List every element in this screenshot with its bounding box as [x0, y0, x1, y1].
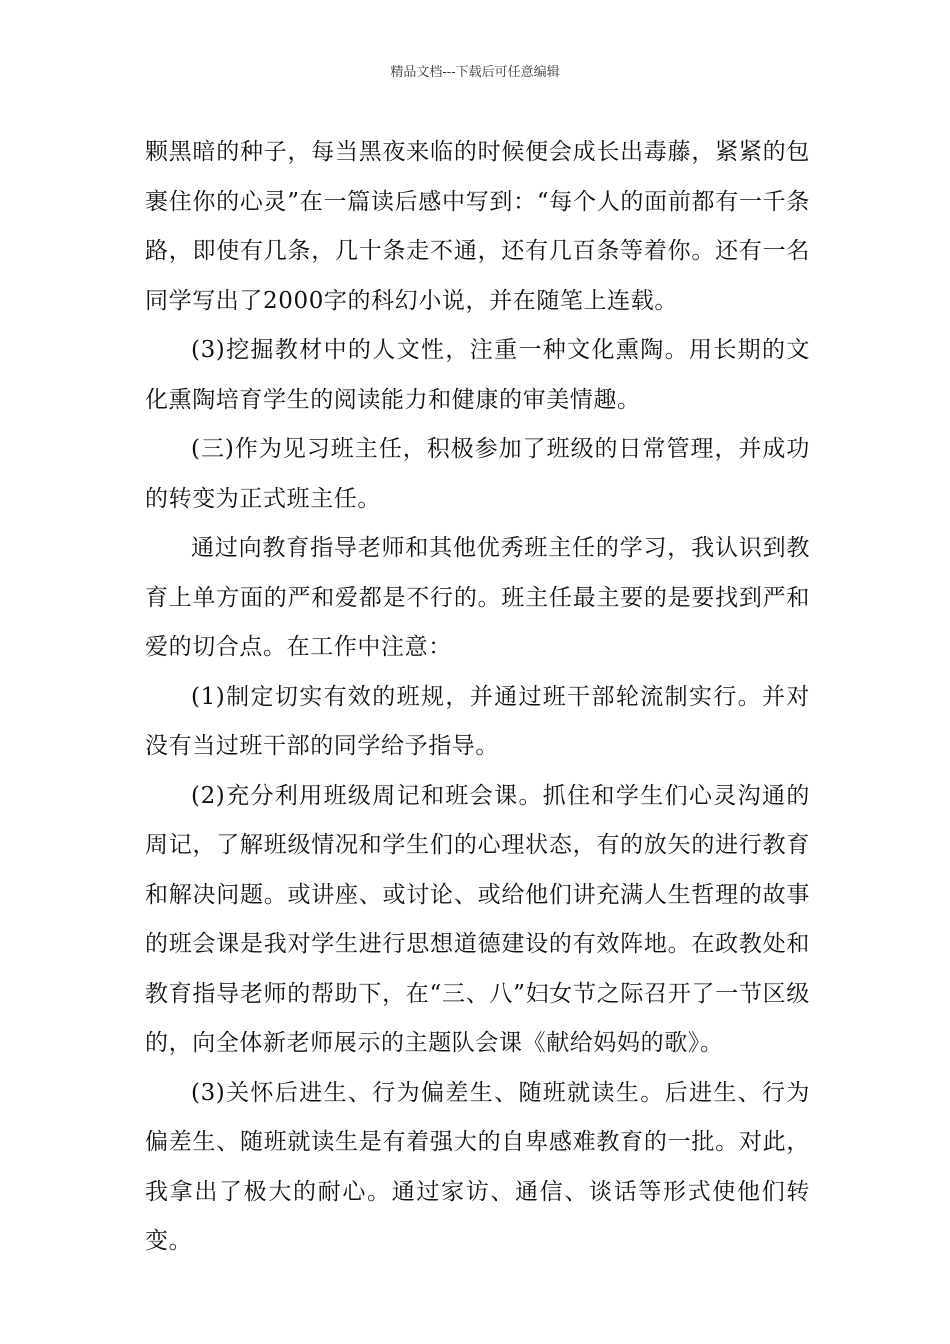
paragraph-1: 颗黑暗的种子，每当黑夜来临的时候便会成长出毒藤，紧紧的包裹住你的心灵”在一篇读后感中写到：“每个人的面前都有一千条路，即使有几条，几十条走不通，还有几百条等着你。还有一名同学写出了2000字的科幻小说，并在随笔上连载。: [145, 139, 810, 314]
document-body: [145, 128, 810, 1267]
paragraph-7: (3)关怀后进生、行为偏差生、随班就读生。后进生、行为偏差生、随班就读生是有着强大的自卑感难教育的一批。对此，我拿出了极大的耐心。通过家访、通信、谈话等形式使他们转变。: [145, 1079, 810, 1254]
paragraph-2: (3)挖掘教材中的人文性，注重一种文化熏陶。用长期的文化熏陶培育学生的阅读能力和健康的审美情趣。: [145, 337, 810, 413]
paragraph-3: (三)作为见习班主任，积极参加了班级的日常管理，并成功的转变为正式班主任。: [145, 436, 810, 512]
paragraph-6: (2)充分利用班级周记和班会课。抓住和学生们心灵沟通的周记，了解班级情况和学生们的心理状态，有的放矢的进行教育和解决问题。或讲座、或讨论、或给他们讲充满人生哲理的故事的班会课是我对学生进行思想道德建设的有效阵地。在政教处和教育指导老师的帮助下，在“三、八”妇女节之际召开了一节区级的，向全体新老师展示的主题队会课《献给妈妈的歌》。: [145, 782, 810, 1056]
page-header: 精品文档---下载后可任意编辑: [390, 65, 560, 80]
paragraph-4: 通过向教育指导老师和其他优秀班主任的学习，我认识到教育上单方面的严和爱都是不行的。班主任最主要的是要找到严和爱的切合点。在工作中注意：: [145, 535, 810, 660]
paragraph-5: (1)制定切实有效的班规，并通过班干部轮流制实行。并对没有当过班干部的同学给予指导。: [145, 683, 810, 759]
